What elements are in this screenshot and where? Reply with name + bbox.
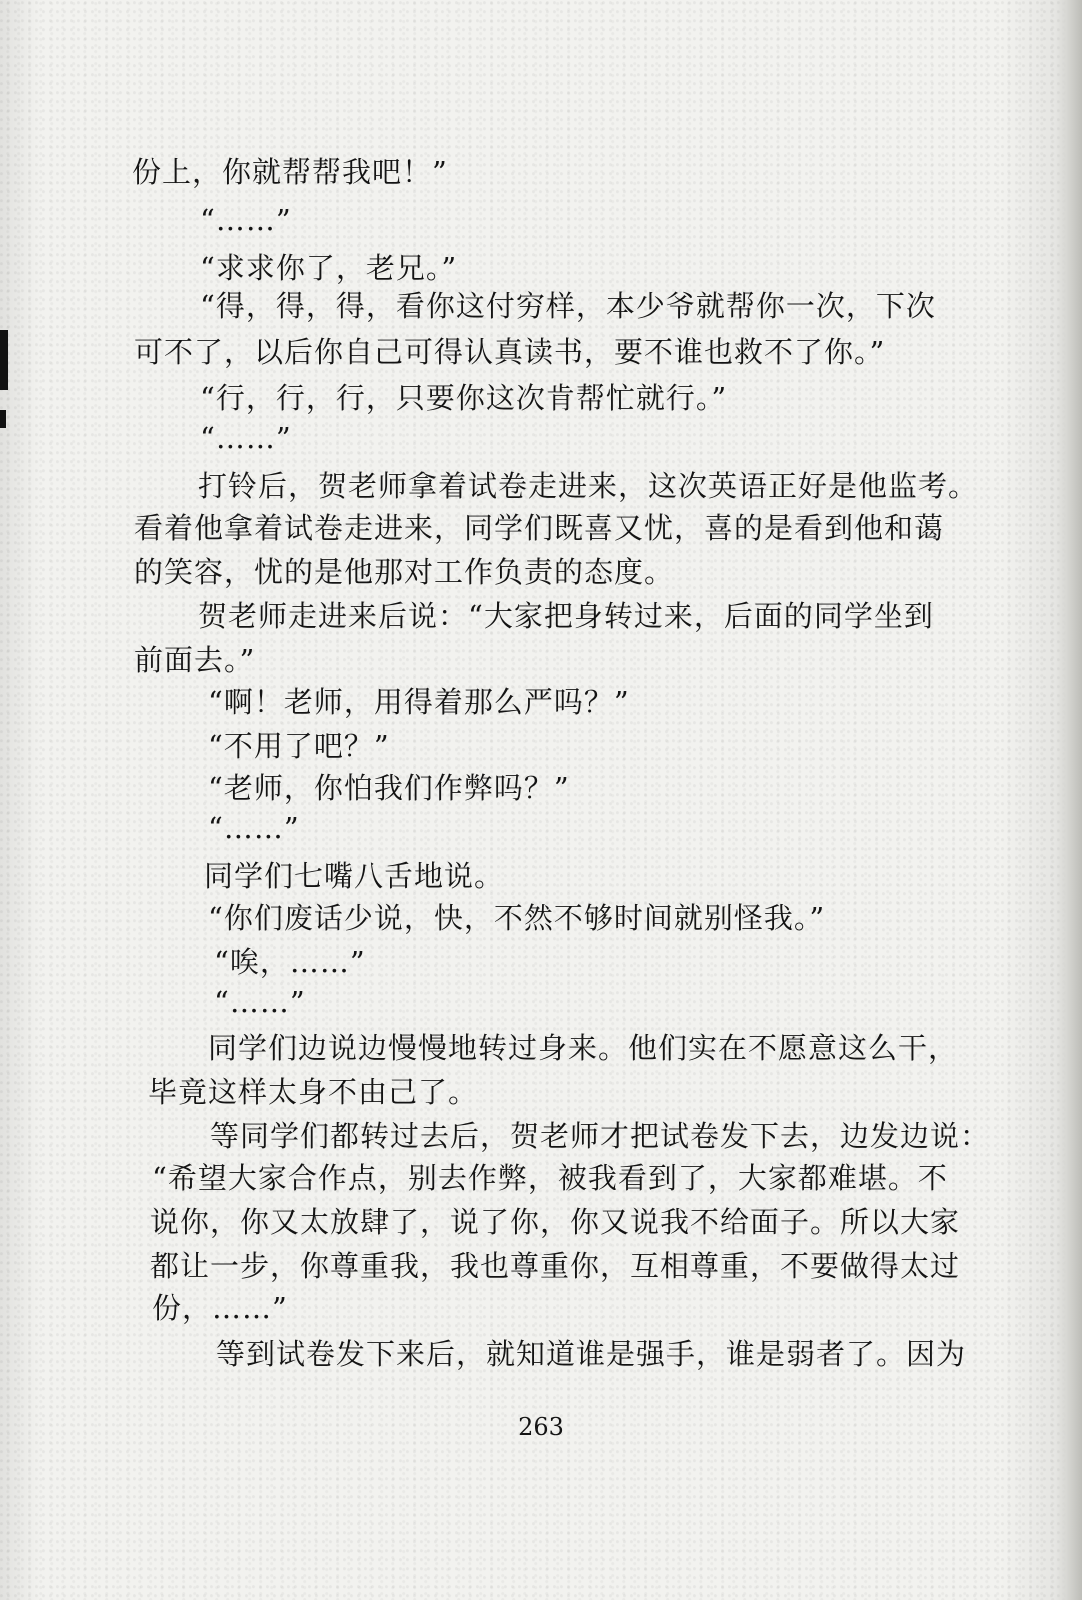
left-edge-ink-mark bbox=[0, 410, 6, 428]
left-edge-ink-mark bbox=[0, 330, 8, 390]
text-line: 同学们边说边慢慢地转过身来。他们实在不愿意这么干， bbox=[208, 1031, 959, 1065]
text-line: 可不了，以后你自己可得认真读书，要不谁也救不了你。” bbox=[134, 335, 886, 369]
text-line: 都让一步，你尊重我，我也尊重你，互相尊重，不要做得太过 bbox=[150, 1249, 961, 1283]
text-line: “唉，……” bbox=[214, 945, 366, 979]
text-line: 份，……” bbox=[152, 1291, 288, 1325]
text-line: 同学们七嘴八舌地说。 bbox=[204, 859, 505, 893]
page-right-edge-shadow bbox=[1056, 0, 1082, 1600]
text-line: 打铃后，贺老师拿着试卷走进来，这次英语正好是他监考。 bbox=[198, 469, 979, 503]
text-line: “不用了吧？” bbox=[208, 729, 390, 763]
text-line: 贺老师走进来后说：“大家把身转过来，后面的同学坐到 bbox=[198, 599, 934, 633]
text-line: “……” bbox=[208, 811, 300, 845]
text-line: “老师，你怕我们作弊吗？” bbox=[208, 771, 570, 805]
text-line: 说你，你又太放肆了，说了你，你又说我不给面子。所以大家 bbox=[150, 1205, 961, 1239]
text-line: 毕竟这样太身不由己了。 bbox=[148, 1075, 479, 1109]
text-line: 看着他拿着试卷走进来，同学们既喜又忧，喜的是看到他和蔼 bbox=[134, 511, 945, 545]
text-line: 的笑容，忧的是他那对工作负责的态度。 bbox=[134, 555, 675, 589]
page-number: 263 bbox=[518, 1413, 564, 1441]
text-line: 等同学们都转过去后，贺老师才把试卷发下去，边发边说： bbox=[210, 1119, 991, 1153]
text-line: “求求你了，老兄。” bbox=[200, 251, 458, 285]
text-line: “……” bbox=[214, 985, 306, 1019]
text-line: 份上，你就帮帮我吧！” bbox=[132, 155, 448, 189]
text-line: “……” bbox=[200, 421, 292, 455]
text-line: “你们废话少说，快，不然不够时间就别怪我。” bbox=[208, 901, 826, 935]
text-line: “……” bbox=[200, 203, 292, 237]
text-line: “行，行，行，只要你这次肯帮忙就行。” bbox=[200, 381, 728, 415]
text-line: 等到试卷发下来后，就知道谁是强手，谁是弱者了。因为 bbox=[216, 1337, 967, 1371]
text-line: 前面去。” bbox=[134, 643, 256, 677]
text-line: “希望大家合作点，别去作弊，被我看到了，大家都难堪。不 bbox=[152, 1161, 948, 1195]
text-line: “得，得，得，看你这付穷样，本少爷就帮你一次，下次 bbox=[200, 289, 936, 323]
text-line: “啊！老师，用得着那么严吗？” bbox=[208, 685, 630, 719]
